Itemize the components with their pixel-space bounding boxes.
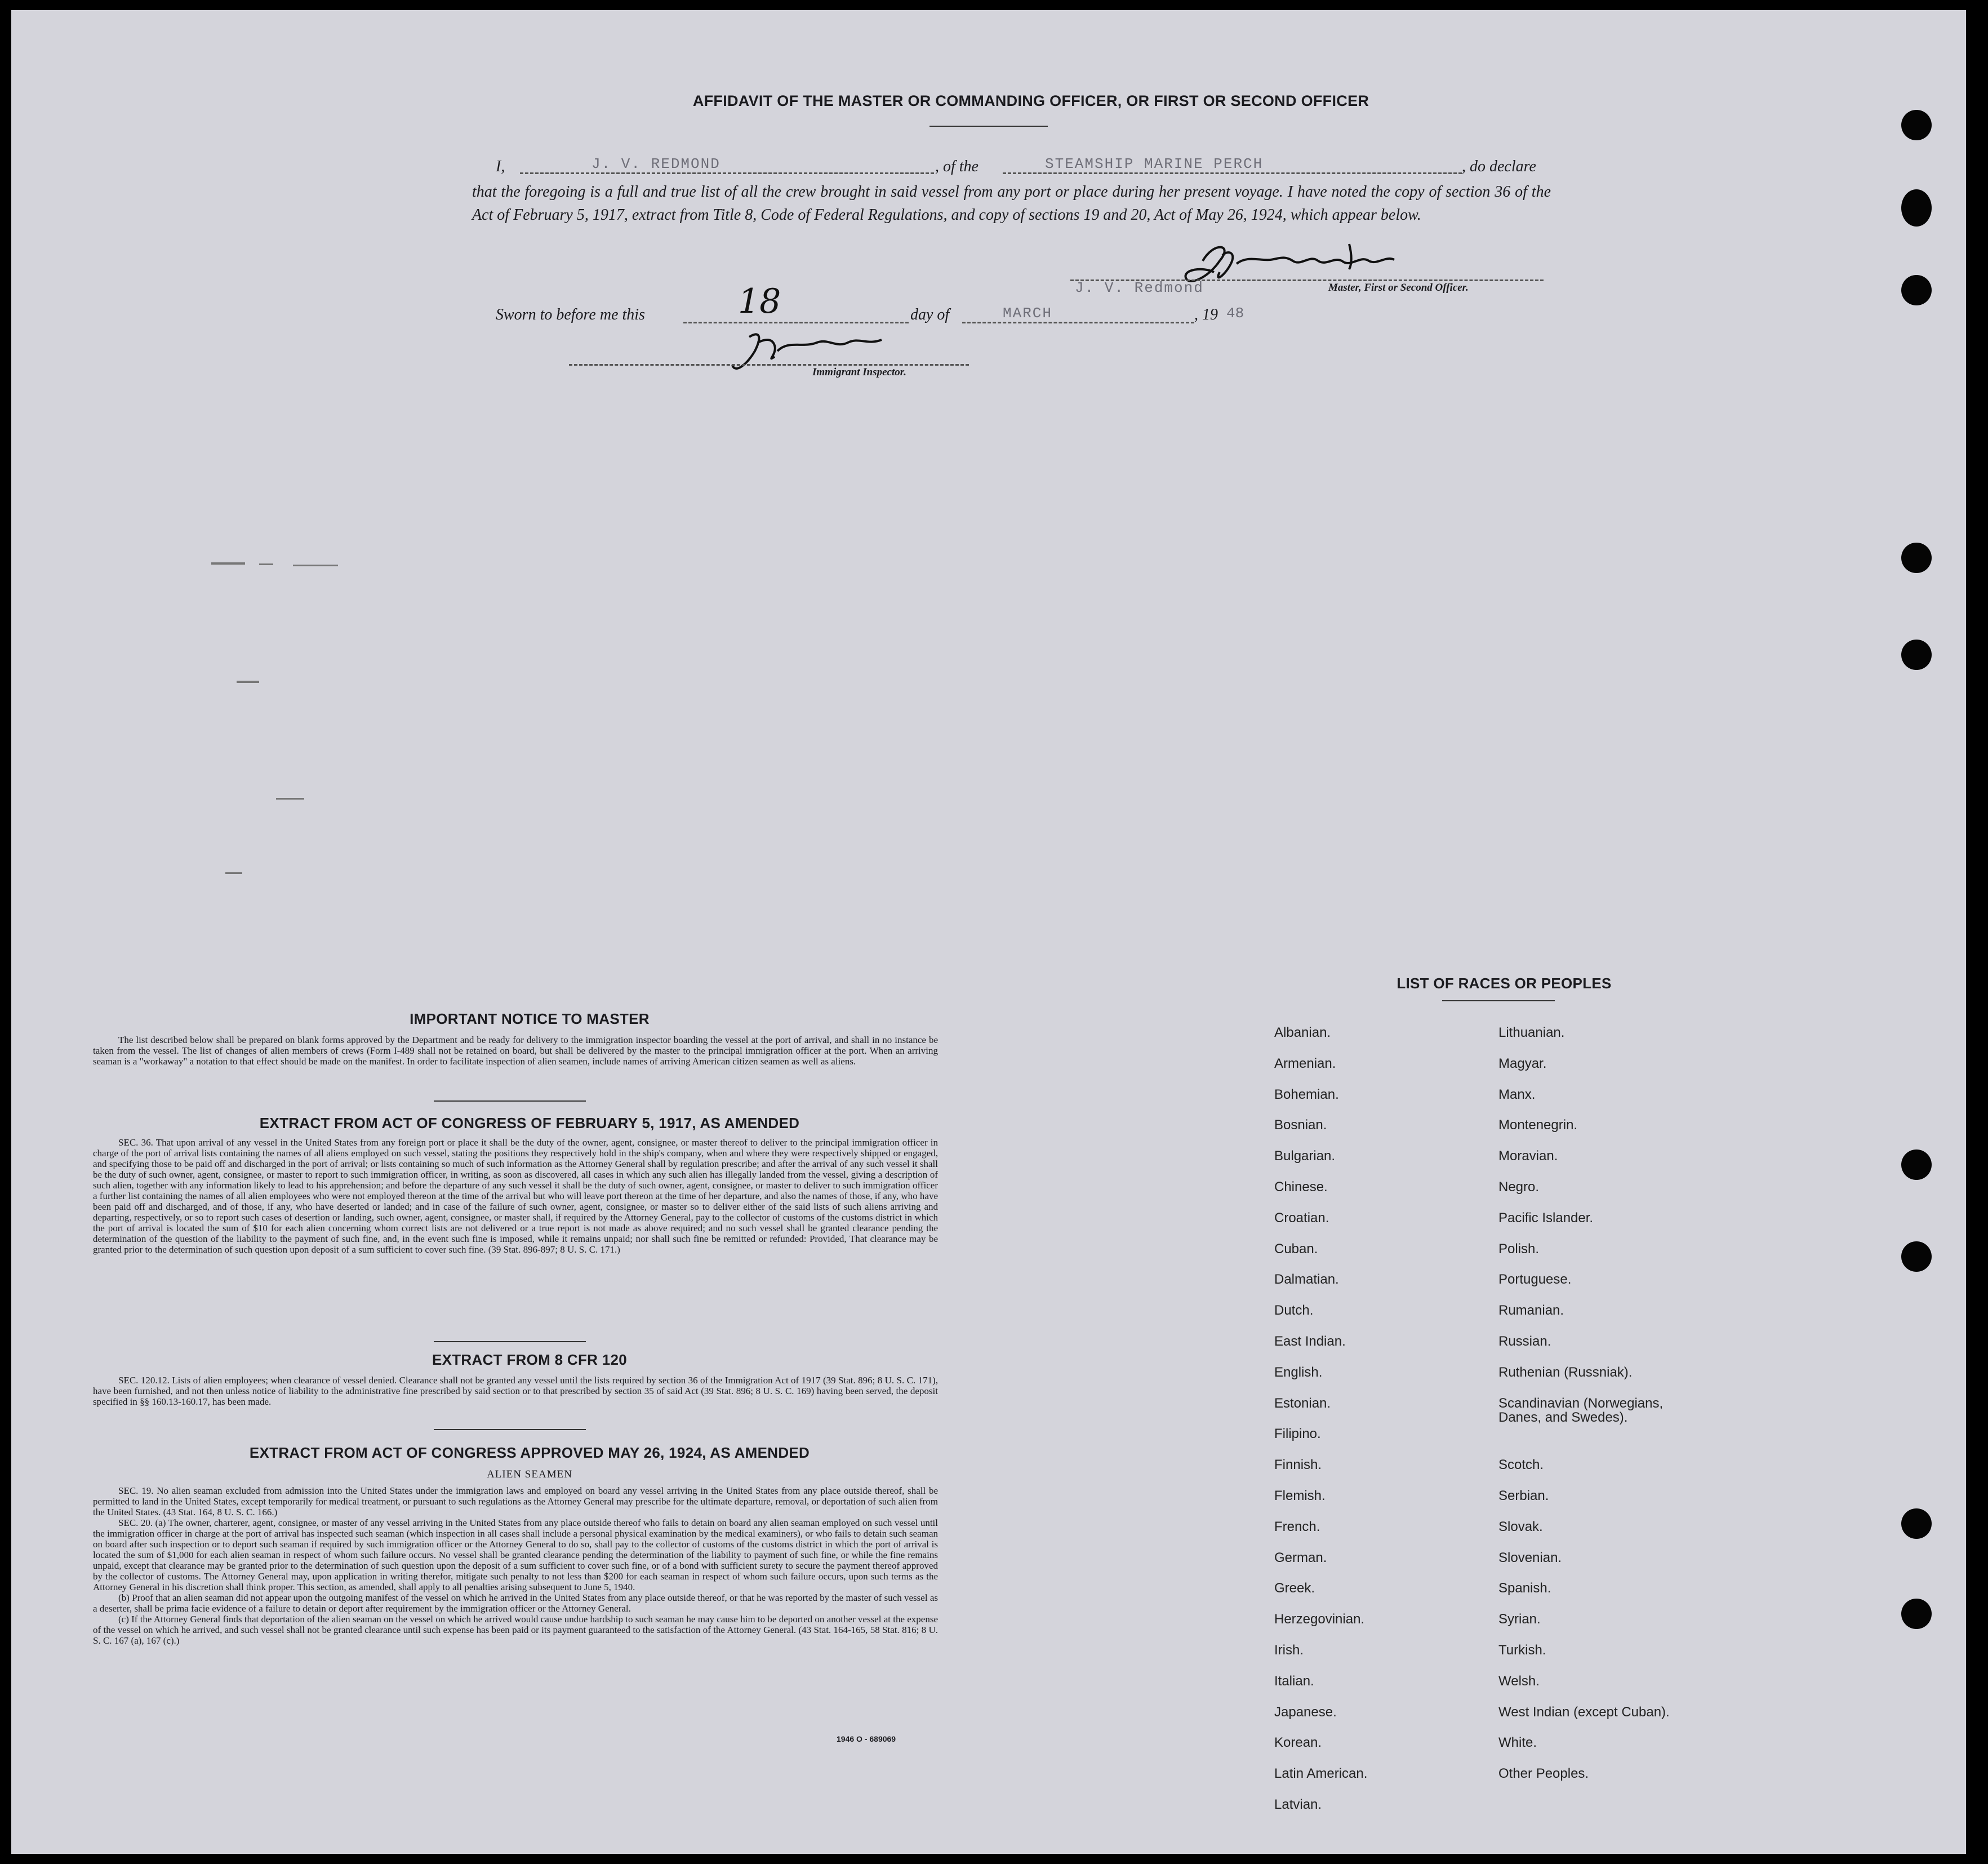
month-line: [962, 322, 1194, 323]
scan-speck: [225, 872, 242, 874]
race-item: Portuguese.: [1498, 1272, 1572, 1288]
race-item: Armenian.: [1274, 1055, 1336, 1071]
race-item: Montenegrin.: [1498, 1117, 1578, 1133]
race-item: Croatian.: [1274, 1210, 1329, 1226]
race-item: Flemish.: [1274, 1488, 1326, 1503]
race-item: Welsh.: [1498, 1673, 1540, 1689]
race-item: Finnish.: [1274, 1457, 1322, 1473]
race-item: French.: [1274, 1519, 1320, 1534]
race-item: Korean.: [1274, 1735, 1322, 1751]
vessel-name-line: [1003, 172, 1462, 174]
affidavit-body: that the foregoing is a full and true list of all the crew brought in said vessel from any port or place during her present voyage. I have noted the copy of section 36 of the Act of February 5, 1917, extract from Title 8, Code of Federal Regulations, and copy of sections 19 and 20, Act of May 26, 1924, which appear below.: [472, 183, 1551, 224]
race-item: Moravian.: [1498, 1148, 1558, 1164]
do-declare-label: , do declare: [1462, 158, 1536, 175]
inspector-caption: Immigrant Inspector.: [812, 366, 906, 378]
race-item: Latvian.: [1274, 1797, 1322, 1812]
race-item: Cuban.: [1274, 1241, 1318, 1257]
race-item: Pacific Islander.: [1498, 1210, 1594, 1226]
month-value: MARCH: [1003, 305, 1053, 322]
year-prefix: , 19: [1194, 306, 1218, 323]
sec20b-text: (b) Proof that an alien seaman did not appear upon the outgoing manifest of the vessel on which he arrived in the United States from any place outside thereof, or that he was reported by the master of such vessel as a deserter, shall be prima facie evidence of a failure to detain or deport after requirement by the immigration officer or the Attorney General.: [93, 1592, 938, 1614]
race-item: Spanish.: [1498, 1581, 1551, 1596]
year-value: 48: [1226, 305, 1244, 322]
officer-name-line: [520, 172, 934, 174]
extract-cfr-title: EXTRACT FROM 8 CFR 120: [432, 1351, 628, 1368]
race-item: Turkish.: [1498, 1643, 1546, 1658]
notice-text: The list described below shall be prepared on blank forms approved by the Department and be ready for delivery to the immigration inspector boarding the vessel at the port of arrival, and shall in no instance be taken from the vessel. The list of changes of alien members of crews (Form I-489 shall not be retained on board, but shall be delivered by the master to the principal immigration officer at the port. When an arriving seaman is a "workaway" a notation to that effect should be made on the manifest. In order to facilitate inspection of alien seamen, include names of arriving American citizen seamen as well as aliens.: [93, 1035, 938, 1067]
scan-speck: [211, 562, 245, 565]
sec20a-text: SEC. 20. (a) The owner, charterer, agent, consignee, or master of any vessel arriving in the United States from any place outside thereof who fails to detain on board any alien seaman employed on such vessel until the immigration officer in charge at the port of arrival has inspected such seaman (which inspection in all cases shall include a personal physical examination by the medical examiners), or who fails to detain such seaman on board after such inspection or to deport such seaman if required by such immigration officer or the Attorney General to do so, shall pay to the collector of customs of the customs district in which the port of arrival is located the sum of $1,000 for each alien seaman in respect of whom such failure occurs. No vessel shall be granted clearance pending the determination of the liability to payment of such fine, or while the fine remains unpaid, except that clearance may be granted prior to the determination of such question upon the deposit of a sum sufficient to cover such fine, or of a bond with sufficient surety to secure the payment thereof approved by the collector of customs. The Attorney General may, upon application in writing therefor, mitigate such penalty to not less than $200 for each seaman in respect of whom such failure occurs, upon such terms as the Attorney General in his discretion shall think proper. This section, as amended, shall apply to all penalties arising subsequent to June 5, 1940.: [93, 1517, 938, 1592]
extract-cfr-divider: [434, 1429, 586, 1430]
race-item: Dalmatian.: [1274, 1272, 1339, 1288]
race-item: Rumanian.: [1498, 1303, 1564, 1319]
inspector-signature-line: [569, 364, 969, 366]
race-item: Herzegovinian.: [1274, 1612, 1365, 1627]
race-item: Syrian.: [1498, 1612, 1541, 1627]
binder-hole: [1901, 189, 1932, 227]
race-item: Lithuanian.: [1498, 1025, 1565, 1040]
extract-cfr-text: SEC. 120.12. Lists of alien employees; when clearance of vessel denied. Clearance shall not be granted any vessel until the lists required by section 36 of the Immigration Act of 1917 (39 Stat. 896; 8 U. S. C. 171), have been furnished, and not then unless notice of liability to the administrative fine prescribed by said section or to that prescribed by section 35 of said Act (39 Stat. 896; 8 U. S. C. 169) having been served, the deposit specified in §§ 160.13-160.17, has been made.: [93, 1375, 938, 1407]
race-item: White.: [1498, 1735, 1537, 1751]
race-item: Irish.: [1274, 1643, 1304, 1658]
race-item: English.: [1274, 1364, 1323, 1380]
race-item: Estonian.: [1274, 1395, 1331, 1411]
binder-hole: [1901, 1150, 1932, 1180]
race-item: Bulgarian.: [1274, 1148, 1336, 1164]
race-item: Ruthenian (Russniak).: [1498, 1364, 1633, 1380]
race-item: Negro.: [1498, 1179, 1540, 1195]
scan-speck: [259, 563, 273, 565]
race-item: West Indian (except Cuban).: [1498, 1704, 1670, 1720]
race-item: Bosnian.: [1274, 1117, 1327, 1133]
race-item: Scotch.: [1498, 1457, 1544, 1473]
sec19-text: SEC. 19. No alien seaman excluded from admission into the United States under the immigration laws and employed on board any vessel arriving in the United States from any place outside thereof, shall be permitted to land in the United States, except temporarily for medical treatment, or pursuant to such regulations as the Attorney General may prescribe for the ultimate departure, removal, or deportation of such alien from the United States. (43 Stat. 164, 8 U. S. C. 166.): [93, 1485, 938, 1517]
scan-speck: [293, 565, 338, 566]
races-title: LIST OF RACES OR PEOPLES: [1397, 975, 1612, 992]
sworn-label: Sworn to before me this: [496, 306, 645, 323]
notice-divider: [434, 1100, 586, 1102]
races-divider: [1442, 1000, 1555, 1001]
race-item: Other Peoples.: [1498, 1766, 1589, 1782]
binder-hole: [1901, 275, 1932, 305]
race-item: Serbian.: [1498, 1488, 1549, 1503]
binder-hole: [1901, 543, 1932, 573]
race-item: Japanese.: [1274, 1704, 1337, 1720]
binder-hole: [1901, 1241, 1932, 1272]
extract-1924-subtitle: ALIEN SEAMEN: [487, 1468, 572, 1480]
of-the-label: , of the: [935, 158, 979, 175]
race-item: Latin American.: [1274, 1766, 1368, 1782]
sec20c-text: (c) If the Attorney General finds that deportation of the alien seaman on the vessel on which he arrived would cause undue hardship to such seaman he may cause him to be deported on another vessel at the expense of the vessel on which he arrived, and such vessel shall not be granted clearance until such expense has been paid or its payment guaranteed to the satisfaction of the Attorney General. (43 Stat. 164-165, 58 Stat. 816; 8 U. S. C. 167 (a), 167 (c).): [93, 1614, 938, 1646]
binder-hole: [1901, 1599, 1932, 1629]
extract-1917-divider: [434, 1341, 586, 1342]
day-value: 18: [738, 282, 781, 321]
day-line: [683, 322, 909, 323]
master-caption: Master, First or Second Officer.: [1328, 282, 1469, 294]
officer-name-value: J. V. REDMOND: [591, 156, 721, 172]
binder-hole: [1901, 640, 1932, 670]
race-item: Slovenian.: [1498, 1550, 1562, 1565]
scan-speck: [237, 681, 259, 683]
race-item: Filipino.: [1274, 1426, 1321, 1442]
race-item: Slovak.: [1498, 1519, 1543, 1534]
race-item: Scandinavian (Norwegians, Danes, and Swedes).: [1498, 1395, 1664, 1425]
race-item: East Indian.: [1274, 1334, 1346, 1349]
affidavit-title: AFFIDAVIT OF THE MASTER OR COMMANDING OFFICER, OR FIRST OR SECOND OFFICER: [692, 92, 1369, 109]
binder-hole: [1901, 1508, 1932, 1539]
race-item: Bohemian.: [1274, 1086, 1339, 1102]
race-item: Chinese.: [1274, 1179, 1328, 1195]
race-item: Italian.: [1274, 1673, 1314, 1689]
vessel-name-value: STEAMSHIP MARINE PERCH: [1045, 156, 1264, 172]
race-item: Polish.: [1498, 1241, 1540, 1257]
race-item: Manx.: [1498, 1086, 1536, 1102]
title-divider: [929, 126, 1048, 127]
race-item: Russian.: [1498, 1334, 1551, 1349]
extract-1924-body: [93, 1485, 938, 1646]
race-item: Dutch.: [1274, 1303, 1314, 1319]
extract-1917-text: SEC. 36. That upon arrival of any vessel in the United States from any foreign port or place it shall be the duty of the owner, agent, consignee, or master thereof to deliver to the principal immigration officer in charge of the port of arrival lists containing the names of all aliens employed on such vessel, stating the positions they respectively hold in the ship's company, when and where they were respectively shipped or engaged, and specifying those to be paid off and discharged in the port of arrival; or lists containing so much of such information as the Attorney General shall by regulation prescribe; and after the arrival of any such vessel it shall be the duty of such owner, agent, consignee, or master to report to such immigration officer, in writing, as soon as discovered, all cases in which any such alien has illegally landed from the vessel, giving a description of such alien, together with any information likely to lead to his apprehension; and before the departure of any such vessel it shall be the duty of such owner, agent, consignee, or master to deliver to such immigration officer a further list containing the names of all alien employees who were not employed thereon at the time of the arrival but who will leave port thereon at the time of her departure, and also the names of those, if any, who have been paid off and discharged, and of those, if any, who have deserted or landed; and in case of the failure of such owner, agent, consignee, or master so to deliver either of the said lists of such aliens arriving and departing, respectively, or so to report such cases of desertion or landing, such owner, agent, consignee, or master shall, if required by the Attorney General, pay to the collector of customs of the customs district in which the port of arrival is located the sum of $10 for each alien concerning whom correct lists are not delivered or a true report is not made as above required; and no such vessel shall be granted clearance pending the determination of the question of the liability to the payment of such fine, and, in the event such fine is imposed, while it remains unpaid; nor shall such fine be remitted or refunded: Provided, That clearance may be granted prior to the determination of such question upon deposit of a sum sufficient to cover such fine. (39 Stat. 896-897; 8 U. S. C. 171.): [93, 1137, 938, 1255]
extract-1924-title: EXTRACT FROM ACT OF CONGRESS APPROVED MAY 26, 1924, AS AMENDED: [249, 1444, 810, 1461]
notice-title: IMPORTANT NOTICE TO MASTER: [410, 1010, 650, 1027]
document-page: [11, 10, 1966, 1854]
race-item: Greek.: [1274, 1581, 1315, 1596]
scan-speck: [276, 798, 304, 800]
race-item: German.: [1274, 1550, 1327, 1565]
day-of-label: day of: [910, 306, 950, 323]
extract-1917-title: EXTRACT FROM ACT OF CONGRESS OF FEBRUARY 5, 1917, AS AMENDED: [259, 1115, 800, 1131]
typed-signature: J. V. Redmond: [1075, 279, 1204, 296]
race-item: Magyar.: [1498, 1055, 1547, 1071]
race-item: Albanian.: [1274, 1025, 1331, 1040]
affidavit-i-label: I,: [496, 158, 505, 175]
print-code: 1946 O - 689069: [837, 1734, 896, 1743]
binder-hole: [1901, 110, 1932, 140]
